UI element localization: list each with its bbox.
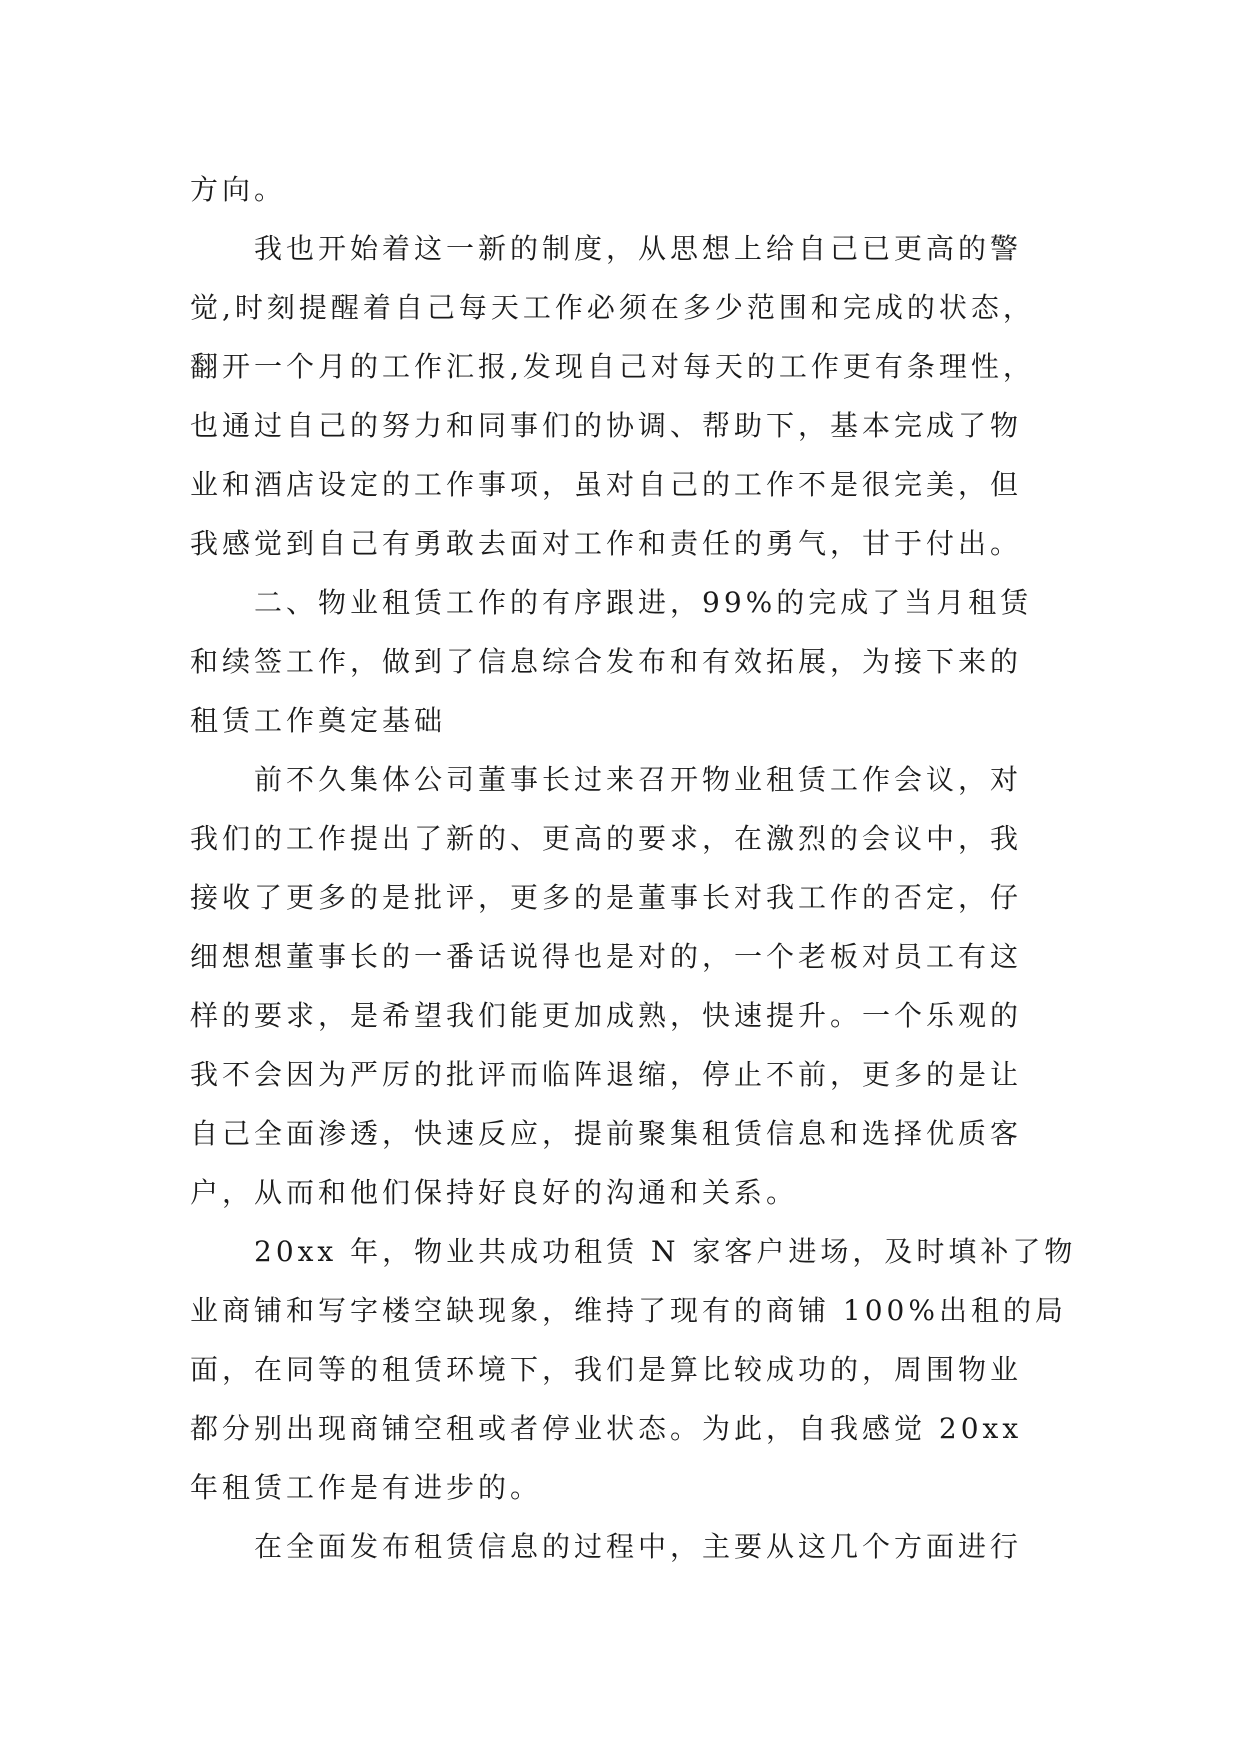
text-line: 我不会因为严厉的批评而临阵退缩，停止不前，更多的是让 [190, 1058, 1023, 1091]
text-line: 我也开始着这一新的制度，从思想上给自己已更高的警 [254, 232, 1023, 265]
document-body [190, 160, 1077, 1576]
text-line: 租赁工作奠定基础 [190, 704, 447, 737]
text-line: 样的要求，是希望我们能更加成熟，快速提升。一个乐观的 [190, 999, 1023, 1032]
text-line: 20xx 年，物业共成功租赁 N 家客户进场，及时填补了物 [254, 1235, 1077, 1268]
text-line: 也通过自己的努力和同事们的协调、帮助下，基本完成了物 [190, 409, 1023, 442]
text-line: 自己全面渗透，快速反应，提前聚集租赁信息和选择优质客 [190, 1117, 1023, 1150]
text-line: 翻开一个月的工作汇报,发现自己对每天的工作更有条理性， [190, 350, 1035, 383]
text-line: 和续签工作，做到了信息综合发布和有效拓展，为接下来的 [190, 645, 1023, 678]
text-line: 前不久集体公司董事长过来召开物业租赁工作会议，对 [254, 763, 1023, 796]
text-line: 我感觉到自己有勇敢去面对工作和责任的勇气，甘于付出。 [190, 527, 1023, 560]
text-line: 都分别出现商铺空租或者停业状态。为此，自我感觉 20xx [190, 1412, 1023, 1445]
text-line: 年租赁工作是有进步的。 [190, 1471, 543, 1504]
text-line: 接收了更多的是批评，更多的是董事长对我工作的否定，仔 [190, 881, 1023, 914]
text-line: 面，在同等的租赁环境下，我们是算比较成功的，周围物业 [190, 1353, 1023, 1386]
text-line: 觉,时刻提醒着自己每天工作必须在多少范围和完成的状态， [190, 291, 1035, 324]
text-line: 业商铺和写字楼空缺现象，维持了现有的商铺 100%出租的局 [190, 1294, 1067, 1327]
text-line: 户，从而和他们保持好良好的沟通和关系。 [190, 1176, 799, 1209]
text-line: 二、物业租赁工作的有序跟进，99%的完成了当月租赁 [254, 586, 1033, 619]
text-line: 在全面发布租赁信息的过程中，主要从这几个方面进行 [254, 1530, 1023, 1563]
text-line: 业和酒店设定的工作事项，虽对自己的工作不是很完美，但 [190, 468, 1023, 501]
text-line: 方向。 [190, 173, 287, 206]
text-line: 细想想董事长的一番话说得也是对的，一个老板对员工有这 [190, 940, 1023, 973]
text-line: 我们的工作提出了新的、更高的要求，在激烈的会议中，我 [190, 822, 1023, 855]
